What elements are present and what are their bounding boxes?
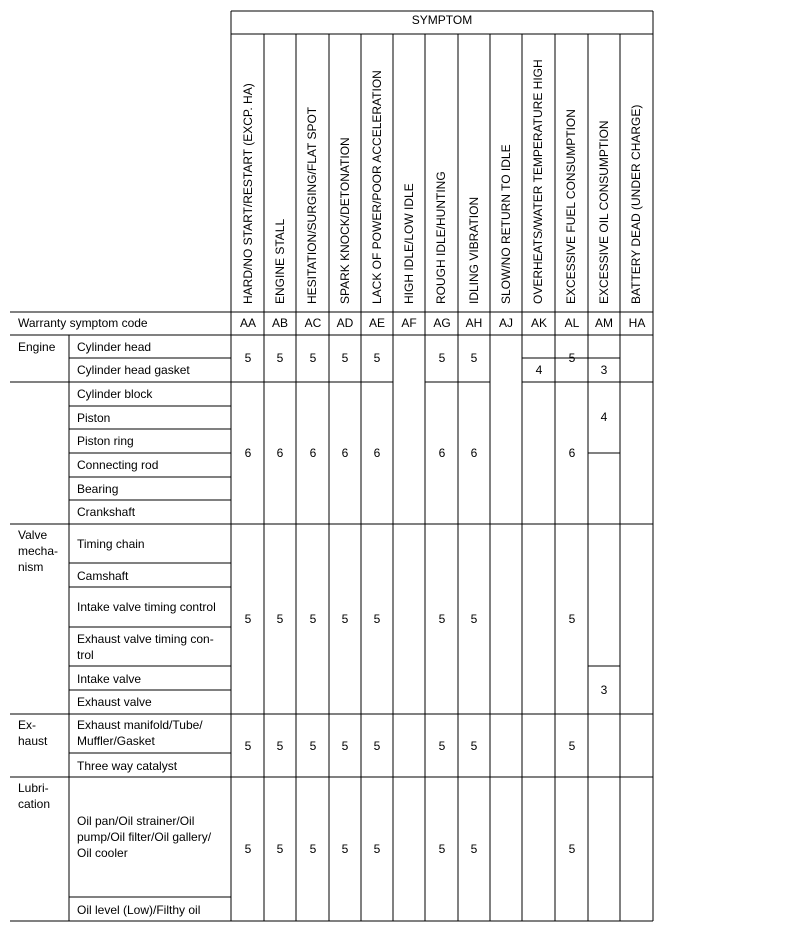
- part-crankshaft: Crankshaft: [77, 505, 136, 519]
- value-cell: 6: [341, 446, 349, 460]
- part-cylinder-head-gasket: Cylinder head gasket: [77, 363, 190, 377]
- part-label-line: Oil pan/Oil strainer/Oil: [77, 814, 195, 828]
- value-cell: 5: [568, 351, 576, 365]
- symptom-name-am: EXCESSIVE OIL CONSUMPTION: [597, 120, 611, 304]
- value-cell: 5: [341, 612, 349, 626]
- value-cell: 5: [276, 739, 284, 753]
- code-ak: AK: [530, 316, 547, 330]
- value-cell: 5: [309, 739, 317, 753]
- value-cell: 5: [276, 351, 284, 365]
- value-cell: 3: [600, 683, 608, 697]
- code-ad: AD: [336, 316, 354, 330]
- part-label-line: trol: [77, 648, 94, 662]
- part-label-line: pump/Oil filter/Oil gallery/: [77, 830, 212, 844]
- value-cell: 5: [438, 842, 446, 856]
- part-label-line: Muffler/Gasket: [77, 734, 155, 748]
- value-cell: 6: [244, 446, 252, 460]
- value-cell: 5: [470, 612, 478, 626]
- value-cell: 5: [470, 842, 478, 856]
- value-cell: 5: [438, 351, 446, 365]
- value-cell: 5: [309, 842, 317, 856]
- part-cylinder-block: Cylinder block: [77, 387, 153, 401]
- code-ac: AC: [304, 316, 322, 330]
- part-bearing: Bearing: [77, 482, 119, 496]
- part-timing-chain: Timing chain: [77, 537, 145, 551]
- part-three-way-catalyst: Three way catalyst: [77, 759, 178, 773]
- symptom-title: SYMPTOM: [411, 13, 473, 27]
- part-oil-level: Oil level (Low)/Filthy oil: [77, 903, 201, 917]
- group-label-line: Ex-: [18, 718, 36, 732]
- value-cell: 6: [309, 446, 317, 460]
- symptom-name-af: HIGH IDLE/LOW IDLE: [402, 183, 416, 304]
- symptom-name-aj: SLOW/NO RETURN TO IDLE: [499, 144, 513, 304]
- part-cylinder-head: Cylinder head: [77, 340, 152, 354]
- code-am: AM: [595, 316, 613, 330]
- group-label-line: mecha-: [18, 544, 59, 558]
- group-engine: Engine: [18, 340, 56, 354]
- value-cell: 6: [373, 446, 381, 460]
- symptom-name-ac: HESITATION/SURGING/FLAT SPOT: [305, 106, 319, 304]
- value-cell: 6: [438, 446, 446, 460]
- value-cell: 5: [276, 612, 284, 626]
- value-cell: 5: [568, 842, 576, 856]
- value-cell: 5: [309, 612, 317, 626]
- value-cell: 5: [341, 842, 349, 856]
- value-cell: 5: [373, 612, 381, 626]
- value-cell: 5: [470, 739, 478, 753]
- value-cell: 5: [568, 612, 576, 626]
- group-label-line: nism: [18, 560, 44, 574]
- code-af: AF: [401, 316, 417, 330]
- group-label-line: haust: [18, 734, 48, 748]
- symptom-name-ab: ENGINE STALL: [273, 218, 287, 304]
- part-intake-valve: Intake valve: [77, 672, 142, 686]
- group-label-line: Valve: [18, 528, 48, 542]
- symptom-name-al: EXCESSIVE FUEL CONSUMPTION: [564, 109, 578, 304]
- value-cell: 6: [568, 446, 576, 460]
- symptom-name-ag: ROUGH IDLE/HUNTING: [434, 171, 448, 304]
- part-camshaft: Camshaft: [77, 569, 129, 583]
- value-cell: 5: [244, 842, 252, 856]
- group-label-line: cation: [18, 797, 51, 811]
- value-cell: 5: [373, 351, 381, 365]
- part-intake-valve-timing-control: Intake valve timing control: [77, 600, 216, 614]
- code-aj: AJ: [498, 316, 513, 330]
- value-cell: 3: [600, 363, 608, 377]
- value-cell: 4: [535, 363, 543, 377]
- code-row-label: Warranty symptom code: [18, 316, 148, 330]
- value-cell: 5: [373, 842, 381, 856]
- part-label-line: Exhaust manifold/Tube/: [77, 718, 203, 732]
- symptom-name-ae: LACK OF POWER/POOR ACCELERATION: [370, 70, 384, 304]
- value-cell: 6: [276, 446, 284, 460]
- value-cell: 5: [470, 351, 478, 365]
- value-cell: 5: [341, 351, 349, 365]
- part-piston: Piston: [77, 411, 111, 425]
- code-ah: AH: [465, 316, 483, 330]
- group-label-line: Lubri-: [18, 781, 49, 795]
- value-cell: 4: [600, 410, 608, 424]
- value-cell: 5: [438, 739, 446, 753]
- symptom-name-aa: HARD/NO START/RESTART (EXCP. HA): [241, 83, 255, 304]
- value-cell: 5: [244, 612, 252, 626]
- code-ab: AB: [271, 316, 288, 330]
- part-piston-ring: Piston ring: [77, 434, 134, 448]
- value-cell: 5: [244, 351, 252, 365]
- symptom-name-ak: OVERHEATS/WATER TEMPERATURE HIGH: [531, 59, 545, 304]
- value-cell: 5: [373, 739, 381, 753]
- symptom-name-ah: IDLING VIBRATION: [467, 196, 481, 304]
- value-cell: 5: [309, 351, 317, 365]
- value-cell: 5: [341, 739, 349, 753]
- part-label-line: Oil cooler: [77, 846, 128, 860]
- code-ag: AG: [433, 316, 451, 330]
- value-cell: 6: [470, 446, 478, 460]
- value-cell: 5: [244, 739, 252, 753]
- code-aa: AA: [239, 316, 256, 330]
- part-connecting-rod: Connecting rod: [77, 458, 159, 472]
- value-cell: 5: [276, 842, 284, 856]
- code-ae: AE: [368, 316, 385, 330]
- value-cell: 5: [438, 612, 446, 626]
- part-label-line: Exhaust valve timing con-: [77, 632, 214, 646]
- symptom-name-ad: SPARK KNOCK/DETONATION: [338, 137, 352, 304]
- symptom-name-ha: BATTERY DEAD (UNDER CHARGE): [629, 104, 643, 304]
- code-al: AL: [564, 316, 580, 330]
- part-exhaust-valve: Exhaust valve: [77, 695, 152, 709]
- code-ha: HA: [628, 316, 646, 330]
- value-cell: 5: [568, 739, 576, 753]
